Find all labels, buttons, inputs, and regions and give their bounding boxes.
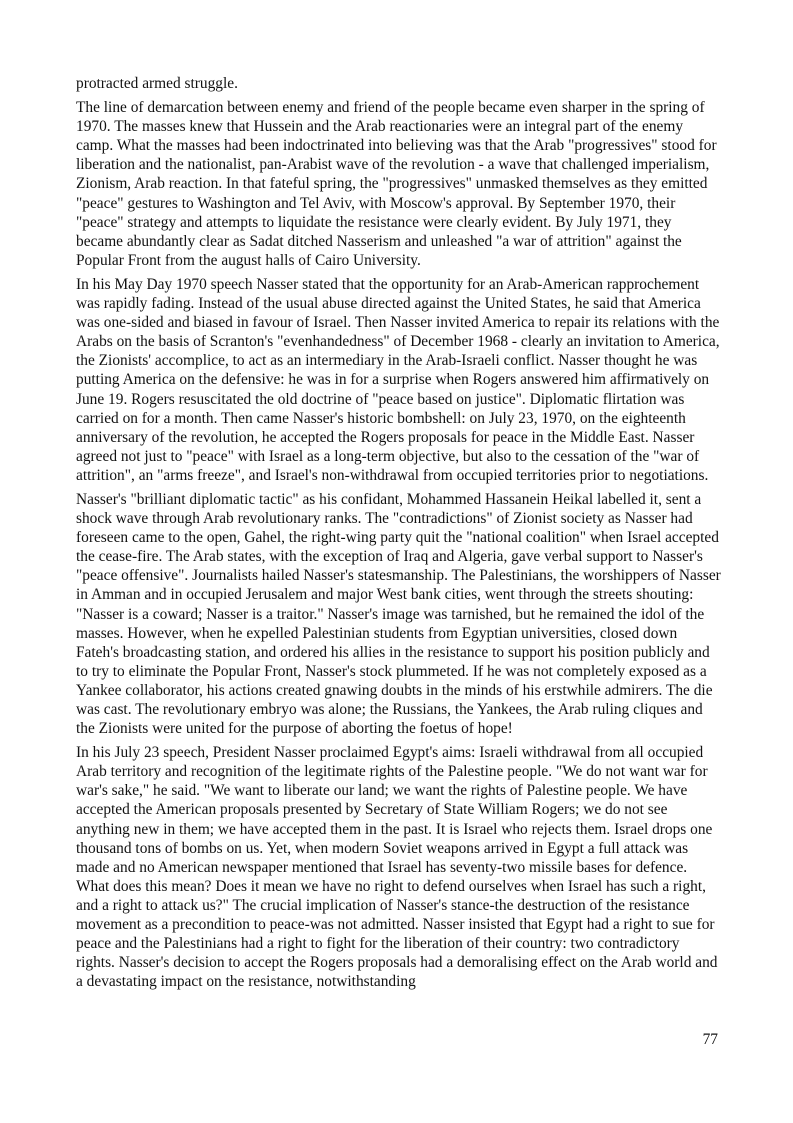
page-number: 77 — [702, 1031, 718, 1048]
paragraph-4: Nasser's "brilliant diplomatic tactic" as his confidant, Mohammed Hassanein Heikal labelled it, sent a shock wave through Arab revolutionary ranks. The "contradictions" of Zionist society as Nasser had foreseen came to the open, Gahel, the right-wing party quit the "national coalition" when Israel accepted the cease-fire. The Arab states, with the exception of Iraq and Algeria, gave verbal support to Nasser's "peace offensive". Journalists hailed Nasser's statesmanship. The Palestinians, the worshippers of Nasser in Amman and in occupied Jerusalem and major West bank cities, went through the streets shouting: "Nasser is a coward; Nasser is a traitor." Nasser's image was tarnished, but he remained the idol of the masses. However, when he expelled Palestinian students from Egyptian universities, closed down Fateh's broadcasting station, and ordered his allies in the resistance to support his position publicly and to try to eliminate the Popular Front, Nasser's stock plummeted. If he was not completely exposed as a Yankee collaborator, his actions created gnawing doubts in the minds of his erstwhile admirers. The die was cast. The revolutionary embryo was alone; the Russians, the Yankees, the Arab ruling cliques and the Zionists were united for the purpose of aborting the foetus of hope! — [76, 490, 721, 738]
page-body — [76, 74, 722, 996]
paragraph-1: protracted armed struggle. — [76, 75, 238, 92]
paragraph-3: In his May Day 1970 speech Nasser stated that the opportunity for an Arab-American rapprochement was rapidly fading. Instead of the usual abuse directed against the United States, he said that America was one-sided and biased in favour of Israel. Then Nasser invited America to repair its relations with the Arabs on the basis of Scranton's "evenhandedness" of December 1968 - clearly an invitation to America, the Zionists' accomplice, to act as an intermediary in the Arab-Israeli conflict. Nasser thought he was putting America on the defensive: he was in for a surprise when Rogers answered him affirmatively on June 19. Rogers resuscitated the old doctrine of "peace based on justice". Diplomatic flirtation was carried on for a month. Then came Nasser's historic bombshell: on July 23, 1970, on the eighteenth anniversary of the revolution, he accepted the Rogers proposals for peace in the Middle East. Nasser agreed not just to "peace" with Israel as a long-term objective, but also to the cessation of the "war of attrition", an "arms freeze", and Israel's non-withdrawal from occupied territories prior to negotiations. — [76, 275, 720, 484]
paragraph-2: The line of demarcation between enemy and friend of the people became even sharper in the spring of 1970. The masses knew that Hussein and the Arab reactionaries were an integral part of the enemy camp. What the masses had been indoctrinated into believing was that the Arab "progressives" stood for liberation and the nationalist, pan-Arabist wave of the revolution - a wave that challenged imperialism, Zionism, Arab reaction. In that fateful spring, the "progressives" unmasked themselves as they emitted "peace" gestures to Washington and Tel Aviv, with Moscow's approval. By September 1970, their "peace" strategy and attempts to liquidate the resistance were clearly evident. By July 1971, they became abundantly clear as Sadat ditched Nasserism and unleashed "a war of attrition" against the Popular Front from the august halls of Cairo University. — [76, 99, 717, 269]
paragraph-5: In his July 23 speech, President Nasser proclaimed Egypt's aims: Israeli withdrawal from all occupied Arab territory and recognition of the legitimate rights of the Palestine people. "We do not want war for war's sake," he said. "We want to liberate our land; we want the rights of Palestine people. We have accepted the American proposals presented by Secretary of State William Rogers; we do not see anything new in them; we have accepted them in the past. It is Israel who rejects them. Israel drops one thousand tons of bombs on us. Yet, when modern Soviet weapons arrived in Egypt a full attack was made and no American newspaper mentioned that Israel has seventy-two missile bases for defence. What does this mean? Does it mean we have no right to defend ourselves when Israel has such a right, and a right to attack us?" The crucial implication of Nasser's stance-the destruction of the resistance movement as a precondition to peace-was not admitted. Nasser insisted that Egypt had a right to sue for peace and the Palestinians had a right to fight for the liberation of their country: two contradictory rights. Nasser's decision to accept the Rogers proposals had a demoralising effect on the Arab world and a devastating impact on the resistance, notwithstanding — [76, 744, 718, 991]
